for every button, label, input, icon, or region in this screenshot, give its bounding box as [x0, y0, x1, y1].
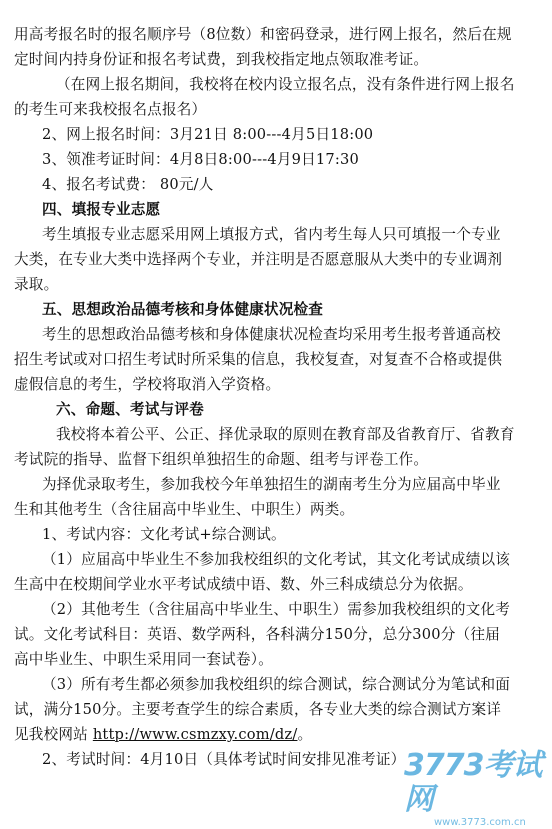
paragraph-line: 定时间内持身份证和报名考试费，到我校指定地点领取准考证。 — [14, 51, 429, 68]
paragraph-line: 生高中在校期间学业水平考试成绩中语、数、外三科成绩总分为依据。 — [14, 576, 473, 593]
paragraph-line: 大类，在专业大类中选择两个专业，并注明是否愿意服从大类中的专业调剂 — [14, 251, 503, 268]
paragraph-line: 考生的思想政治品德考核和身体健康状况检查均采用考生报考普通高校 — [42, 326, 501, 343]
paragraph-line: 为择优录取考生，参加我校今年单独招生的湖南考生分为应届高中毕业 — [42, 476, 501, 493]
paragraph-line: 考生填报专业志愿采用网上填报方式，省内考生每人只可填报一个专业 — [42, 226, 501, 243]
paragraph-line: 录取。 — [14, 276, 59, 293]
paragraph-text: 。 — [297, 726, 313, 743]
paragraph-line: 招生考试或对口招生考试时所采集的信息，我校复查，对复查不合格或提供 — [14, 351, 503, 368]
paragraph-line: （在网上报名期间，我校将在校内设立报名点，没有条件进行网上报名 — [56, 76, 515, 93]
paragraph-line: 我校将本着公平、公正、择优录取的原则在教育部及省教育厅、省教育 — [56, 426, 515, 443]
paragraph-line: 虚假信息的考生，学校将取消入学资格。 — [14, 376, 281, 393]
website-link[interactable]: http://www.csmzxy.com/dz/ — [92, 726, 298, 743]
paragraph-line: 的考生可来我校报名点报名） — [14, 101, 207, 118]
paragraph-line: 4、报名考试费： 80元/人 — [42, 176, 214, 193]
paragraph-line: 试。文化考试科目：英语、数学两科，各科满分150分，总分300分（往届 — [14, 626, 500, 643]
paragraph-line: 生和其他考生（含往届高中毕业生、中职生）两类。 — [14, 501, 355, 518]
paragraph-line: 考试院的指导、监督下组织单独招生的命题、组考与评卷工作。 — [14, 451, 429, 468]
paragraph-line: 试，满分150分。主要考查学生的综合素质，各专业大类的综合测试方案详 — [14, 701, 502, 718]
paragraph-text: 见我校网站 — [14, 726, 88, 743]
paragraph-line: 2、考试时间：4月10日（具体考试时间安排见准考证） — [42, 751, 406, 768]
watermark-main-text: 3773考试网 — [404, 748, 542, 817]
paragraph-line: 1、考试内容：文化考试+综合测试。 — [42, 526, 286, 543]
section-heading: 六、命题、考试与评卷 — [56, 401, 204, 418]
watermark-url-text: www.3773.com.cn — [434, 817, 526, 828]
paragraph-line: 2、网上报名时间：3月21日 8:00---4月5日18:00 — [42, 126, 374, 143]
paragraph-line — [14, 722, 312, 747]
paragraph-line: 高中毕业生、中职生采用同一套试卷）。 — [14, 651, 273, 668]
section-heading: 四、填报专业志愿 — [42, 201, 161, 218]
paragraph-line: （2）其他考生（含往届高中毕业生、中职生）需参加我校组织的文化考 — [42, 601, 511, 618]
paragraph-line: （3）所有考生都必须参加我校组织的综合测试，综合测试分为笔试和面 — [42, 676, 511, 693]
paragraph-line: 用高考报名时的报名顺序号（8位数）和密码登录，进行网上报名，然后在规 — [14, 26, 512, 43]
paragraph-line: （1）应届高中毕业生不参加我校组织的文化考试，其文化考试成绩以该 — [42, 551, 511, 568]
section-heading: 五、思想政治品德考核和身体健康状况检查 — [42, 301, 324, 318]
paragraph-line: 3、领准考证时间：4月8日8:00---4月9日17:30 — [42, 151, 359, 168]
watermark-logo — [404, 748, 544, 828]
